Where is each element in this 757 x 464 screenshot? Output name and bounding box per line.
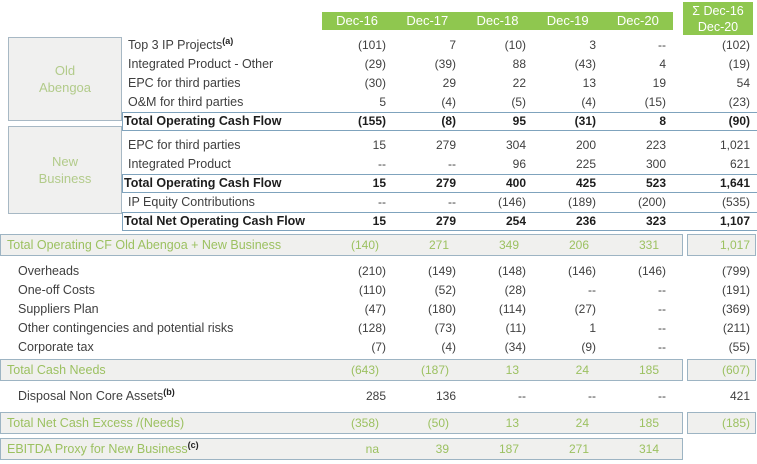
cost-rows bbox=[0, 262, 757, 357]
cell-value: 314 bbox=[638, 442, 659, 456]
group-label-line: Abengoa bbox=[38, 80, 92, 95]
row-label: Total Net Cash Excess /(Needs) bbox=[7, 416, 185, 430]
cell-sum-value: (211) bbox=[722, 321, 750, 335]
cell-sum-value: (23) bbox=[728, 95, 750, 109]
cell-value: 304 bbox=[505, 138, 526, 152]
cell-value: 95 bbox=[512, 114, 526, 128]
cell-sum-value: (55) bbox=[728, 340, 750, 354]
cell-value: 13 bbox=[505, 416, 519, 430]
row-label: EBITDA Proxy for New Business$^{(c)}$ bbox=[7, 439, 199, 456]
column-header: Dec-17 bbox=[406, 13, 449, 28]
cell-value: (34) bbox=[504, 340, 526, 354]
sum-box: 1,017 bbox=[687, 234, 756, 256]
row-label: Total Operating CF Old Abengoa + New Business bbox=[7, 238, 282, 252]
cell-value: 254 bbox=[505, 214, 526, 228]
cell-sum-value: 1,107 bbox=[719, 214, 750, 228]
cell-value: (4) bbox=[581, 95, 596, 109]
cell-value: 279 bbox=[435, 214, 456, 228]
cell-sum-value: (369) bbox=[721, 302, 750, 316]
table-row bbox=[0, 338, 757, 357]
cell-value: -- bbox=[588, 389, 596, 403]
cell-value: (187) bbox=[420, 363, 449, 377]
table-row bbox=[0, 319, 757, 338]
row-label: EPC for third parties bbox=[128, 138, 241, 152]
cell-sum-value: (799) bbox=[721, 264, 750, 278]
row-label: Total Net Operating Cash Flow bbox=[124, 214, 306, 228]
cell-sum-value: 1,021 bbox=[719, 138, 750, 152]
cell-value: 425 bbox=[575, 176, 596, 190]
table-row bbox=[0, 212, 757, 231]
cell-value: 236 bbox=[575, 214, 596, 228]
cell-value: 206 bbox=[568, 238, 589, 252]
sum-header-line1: Σ Dec-16 bbox=[692, 4, 744, 18]
cell-value: 187 bbox=[498, 442, 519, 456]
cell-sum-value: 54 bbox=[736, 76, 750, 90]
cell-value: 24 bbox=[575, 416, 589, 430]
group-label-line: Old bbox=[54, 63, 76, 78]
group-label-new-business bbox=[8, 126, 122, 214]
cell-value: (148) bbox=[497, 264, 526, 278]
row-label: Total Cash Needs bbox=[7, 363, 106, 377]
cell-sum-value: (535) bbox=[721, 195, 750, 209]
band-filler bbox=[665, 439, 682, 459]
cell-sum-value: 1,641 bbox=[719, 176, 750, 190]
band-highlight bbox=[0, 412, 683, 434]
cell-sum-value: 421 bbox=[729, 389, 750, 403]
cell-value: na bbox=[365, 442, 379, 456]
cell-value: (210) bbox=[357, 264, 386, 278]
cell-value: (101) bbox=[357, 38, 386, 52]
cell-value: -- bbox=[378, 195, 386, 209]
cell-value: 185 bbox=[638, 416, 659, 430]
cell-value: 29 bbox=[442, 76, 456, 90]
cell-value: (52) bbox=[434, 283, 456, 297]
cell-value: 349 bbox=[498, 238, 519, 252]
cell-value: 331 bbox=[638, 238, 659, 252]
cell-value: 285 bbox=[365, 389, 386, 403]
cell-value: 185 bbox=[638, 363, 659, 377]
cell-sum-value: 621 bbox=[729, 157, 750, 171]
cell-value: (27) bbox=[574, 302, 596, 316]
row-label: One-off Costs bbox=[18, 283, 95, 297]
cell-value: 1 bbox=[589, 321, 596, 335]
group-label-line: New bbox=[51, 154, 78, 169]
cell-value: 300 bbox=[645, 157, 666, 171]
cell-value: -- bbox=[658, 38, 666, 52]
row-label: Corporate tax bbox=[18, 340, 94, 354]
cell-value: 136 bbox=[435, 389, 456, 403]
cell-value: (39) bbox=[434, 57, 456, 71]
cell-value: 19 bbox=[652, 76, 666, 90]
cell-value: (7) bbox=[371, 340, 386, 354]
total-cash-needs-row bbox=[0, 359, 757, 381]
cell-value: (43) bbox=[574, 57, 596, 71]
cell-value: 225 bbox=[575, 157, 596, 171]
cell-value: 8 bbox=[659, 114, 666, 128]
table-row bbox=[0, 262, 757, 281]
cell-value: (146) bbox=[637, 264, 666, 278]
cell-value: (10) bbox=[504, 38, 526, 52]
label-column-spacer bbox=[0, 0, 322, 36]
total-net-cash-excess-row bbox=[0, 412, 757, 434]
group-label-old-abengoa bbox=[8, 37, 122, 121]
cell-value: (31) bbox=[574, 114, 596, 128]
cell-value: 400 bbox=[505, 176, 526, 190]
cell-value: (28) bbox=[504, 283, 526, 297]
cell-value: -- bbox=[658, 283, 666, 297]
cell-value: 223 bbox=[645, 138, 666, 152]
row-label: O&M for third parties bbox=[128, 95, 244, 109]
table-header bbox=[0, 0, 757, 36]
cell-value: -- bbox=[518, 389, 526, 403]
cell-value: (5) bbox=[511, 95, 526, 109]
cell-value: (4) bbox=[441, 95, 456, 109]
cell-value: -- bbox=[658, 321, 666, 335]
table-row bbox=[0, 281, 757, 300]
cell-value: -- bbox=[658, 302, 666, 316]
cell-value: (30) bbox=[364, 76, 386, 90]
cell-value: (200) bbox=[637, 195, 666, 209]
column-header: Dec-18 bbox=[476, 13, 519, 28]
sum-header-line2: Dec-20 bbox=[697, 20, 739, 34]
cell-value: 200 bbox=[575, 138, 596, 152]
cell-value: 7 bbox=[449, 38, 456, 52]
column-header: Dec-19 bbox=[546, 13, 589, 28]
cell-value: 279 bbox=[435, 176, 456, 190]
row-label: Disposal Non Core Assets$^{(b)}$ bbox=[18, 387, 175, 403]
sum-box: (185) bbox=[687, 412, 756, 434]
group-label-line: Business bbox=[38, 171, 92, 186]
cell-value: (47) bbox=[364, 302, 386, 316]
row-label: Total Operating Cash Flow bbox=[124, 114, 282, 128]
band-highlight bbox=[0, 359, 683, 381]
cell-value: (155) bbox=[357, 114, 386, 128]
row-label: Other contingencies and potential risks bbox=[18, 321, 234, 335]
band-filler bbox=[665, 360, 682, 380]
cell-value: (643) bbox=[350, 363, 379, 377]
cell-value: (146) bbox=[567, 264, 596, 278]
cell-value: (128) bbox=[357, 321, 386, 335]
table-row bbox=[0, 387, 757, 406]
sum-column-header bbox=[683, 2, 753, 35]
cell-value: (149) bbox=[427, 264, 456, 278]
band-filler bbox=[665, 235, 682, 255]
cell-value: (73) bbox=[434, 321, 456, 335]
cell-value: 5 bbox=[379, 95, 386, 109]
cell-value: 88 bbox=[512, 57, 526, 71]
cell-value: (29) bbox=[364, 57, 386, 71]
cell-value: 39 bbox=[435, 442, 449, 456]
cell-value: 271 bbox=[568, 442, 589, 456]
cell-value: 15 bbox=[372, 214, 386, 228]
row-label: IP Equity Contributions bbox=[128, 195, 255, 209]
band-highlight bbox=[0, 438, 683, 460]
cell-sum-value: (191) bbox=[721, 283, 750, 297]
cell-value: (9) bbox=[581, 340, 596, 354]
row-label: Integrated Product bbox=[128, 157, 231, 171]
cell-value: 323 bbox=[645, 214, 666, 228]
footnote-marker: (a) bbox=[222, 36, 234, 46]
band-filler bbox=[665, 413, 682, 433]
cell-value: 4 bbox=[659, 57, 666, 71]
cell-value: 523 bbox=[645, 176, 666, 190]
sum-box: (607) bbox=[687, 359, 756, 381]
cell-value: (146) bbox=[497, 195, 526, 209]
table-row bbox=[0, 300, 757, 319]
cell-value: (15) bbox=[644, 95, 666, 109]
cell-value: (180) bbox=[427, 302, 456, 316]
cell-value: -- bbox=[448, 195, 456, 209]
row-label: Overheads bbox=[18, 264, 80, 278]
cell-value: 271 bbox=[428, 238, 449, 252]
column-header: Dec-20 bbox=[616, 13, 659, 28]
cell-value: 13 bbox=[582, 76, 596, 90]
cell-value: (114) bbox=[498, 302, 526, 316]
row-label: Total Operating Cash Flow bbox=[124, 176, 282, 190]
total-operating-cf-row bbox=[0, 234, 757, 256]
cell-value: 22 bbox=[512, 76, 526, 90]
cell-value: (11) bbox=[505, 321, 526, 335]
cell-value: (189) bbox=[567, 195, 596, 209]
row-label: Top 3 IP Projects$^{(a)}$ bbox=[128, 36, 234, 52]
cell-value: (358) bbox=[350, 416, 379, 430]
footnote-marker: (b) bbox=[163, 387, 175, 397]
cell-sum-value: (19) bbox=[728, 57, 750, 71]
row-label: EPC for third parties bbox=[128, 76, 241, 90]
cell-value: -- bbox=[588, 283, 596, 297]
cell-value: 15 bbox=[372, 176, 386, 190]
cell-value: -- bbox=[448, 157, 456, 171]
cell-value: (4) bbox=[441, 340, 456, 354]
cell-sum-value: (90) bbox=[728, 114, 750, 128]
cell-sum-value: (102) bbox=[721, 38, 750, 52]
cell-value: 279 bbox=[435, 138, 456, 152]
cell-value: 3 bbox=[589, 38, 596, 52]
cell-value: 13 bbox=[505, 363, 519, 377]
row-label: Suppliers Plan bbox=[18, 302, 99, 316]
year-column-headers bbox=[322, 12, 673, 30]
cell-value: -- bbox=[658, 340, 666, 354]
cell-value: 15 bbox=[372, 138, 386, 152]
cell-value: -- bbox=[658, 389, 666, 403]
cell-value: 24 bbox=[575, 363, 589, 377]
cell-value: (8) bbox=[441, 114, 456, 128]
column-header: Dec-16 bbox=[336, 13, 379, 28]
cell-value: (140) bbox=[350, 238, 379, 252]
footnote-marker: (c) bbox=[187, 439, 199, 450]
cell-value: (110) bbox=[358, 283, 386, 297]
ebitda-proxy-row bbox=[0, 438, 757, 460]
cell-value: -- bbox=[378, 157, 386, 171]
band-highlight bbox=[0, 234, 683, 256]
cell-value: (50) bbox=[427, 416, 449, 430]
cell-value: 96 bbox=[512, 157, 526, 171]
row-label: Integrated Product - Other bbox=[128, 57, 274, 71]
